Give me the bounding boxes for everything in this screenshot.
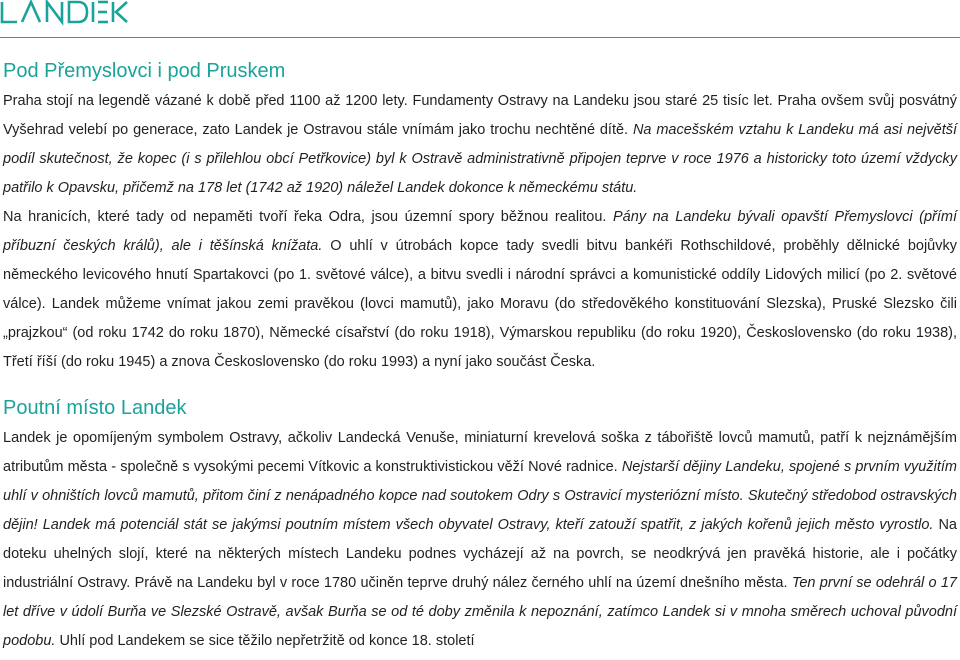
text-run: Landek je opomíjeným symbolem Ostravy, ačkoliv Landecká Venuše, miniaturní krevelová soška z tábořiště lovců mamutů, patří k nejznámějším atributům města - společně s vysokými pecemi Vítkovic a konstruktivistickou věží Nové radnice. [3,430,957,475]
article-section [3,393,957,656]
text-run: Na hranicích, které tady od nepaměti tvoří řeka Odra, jsou územní spory běžnou realitou. [3,209,614,225]
text-run: Na doteku uhelných slojí, které na některých místech Landeku podnes vycházejí až na povrch, se neodkrývá jen pravěká historie, ale i počátky industriální Ostravy. Právě na Landeku byl v roce 1780 učiněn teprve druhý nález černého uhlí na území dnešního města. [3,517,957,591]
italic-text-run: Pány na Landeku bývali opavští Přemyslovci (přímí příbuzní českých králů), ale i těšínská knížata. [3,209,957,254]
landek-logo [0,0,130,26]
italic-text-run: Landek má potenciál stát se jakýmsi poutním místem všech obyvatel Ostravy, kteří zatouží spatřit, z jakých kořenů jejich město vyrostlo. [42,517,939,533]
body-paragraph [3,87,957,203]
article-body [3,56,957,656]
italic-text-run: Ten první se odehrál o 17 let dříve v údolí Burňa ve Slezské Ostravě, avšak Burňa se od té doby změnila k nepoznání, zatímco Landek si v mnoha směrech uchoval původní podobu. [3,575,957,649]
body-paragraph [3,203,957,377]
italic-text-run: Nejstarší dějiny Landeku, spojené s prvním využitím uhlí v ohništích lovců mamutů, přitom činí z nenápadného kopce nad soutokem Odry s Ostravicí mysteriózní místo. Skutečný středobod ostravských dějin! [3,459,957,533]
text-run: O uhlí v útrobách kopce tady svedli bitvu bankéři Rothschildové, proběhly dělnické bojůvky německého levicového hnutí Spartakovci (po 1. světové válce), a bitvu svedli i národní správci a komunistické oddíly Lidových milicí (po 2. světové válce). Landek můžeme vnímat jakou zemi pravěkou (lovci mamutů), jako Moravu (do středověkého konstituování Slezska), Pruské Slezsko čili „prajzkou“ (od roku 1742 do roku 1870), Německé císařství (do roku 1918), Výmarskou republiku (do roku 1920), Československo (do roku 1938), Třetí říší (do roku 1945) a znova Československo (do roku 1993) a nyní jako součást Česka. [3,238,957,370]
text-run: Praha stojí na legendě vázané k době před 1100 až 1200 lety. Fundamenty Ostravy na Landeku jsou staré 25 tisíc let. Praha ovšem svůj posvátný Vyšehrad velebí po generace, zato Landek je Ostravou stále vnímám jako trochu nechtěné dítě. [3,93,957,138]
article-section [3,56,957,377]
text-run: Uhlí pod Landekem se sice těžilo nepřetržitě od konce 18. století [59,633,475,649]
header-divider [0,37,960,38]
section-heading: Pod Přemyslovci i pod Pruskem [3,60,286,82]
section-heading: Poutní místo Landek [3,397,187,419]
body-paragraph [3,424,957,656]
italic-text-run: Na macešském vztahu k Landeku má asi největší podíl skutečnost, že kopec (i s přilehlou obcí Petřkovice) byl k Ostravě administrativně připojen teprve v roce 1976 a historicky toto území vždycky patřilo k Opavsku, přičemž na 178 let (1742 až 1920) náležel Landek dokonce k německému státu. [3,122,957,196]
